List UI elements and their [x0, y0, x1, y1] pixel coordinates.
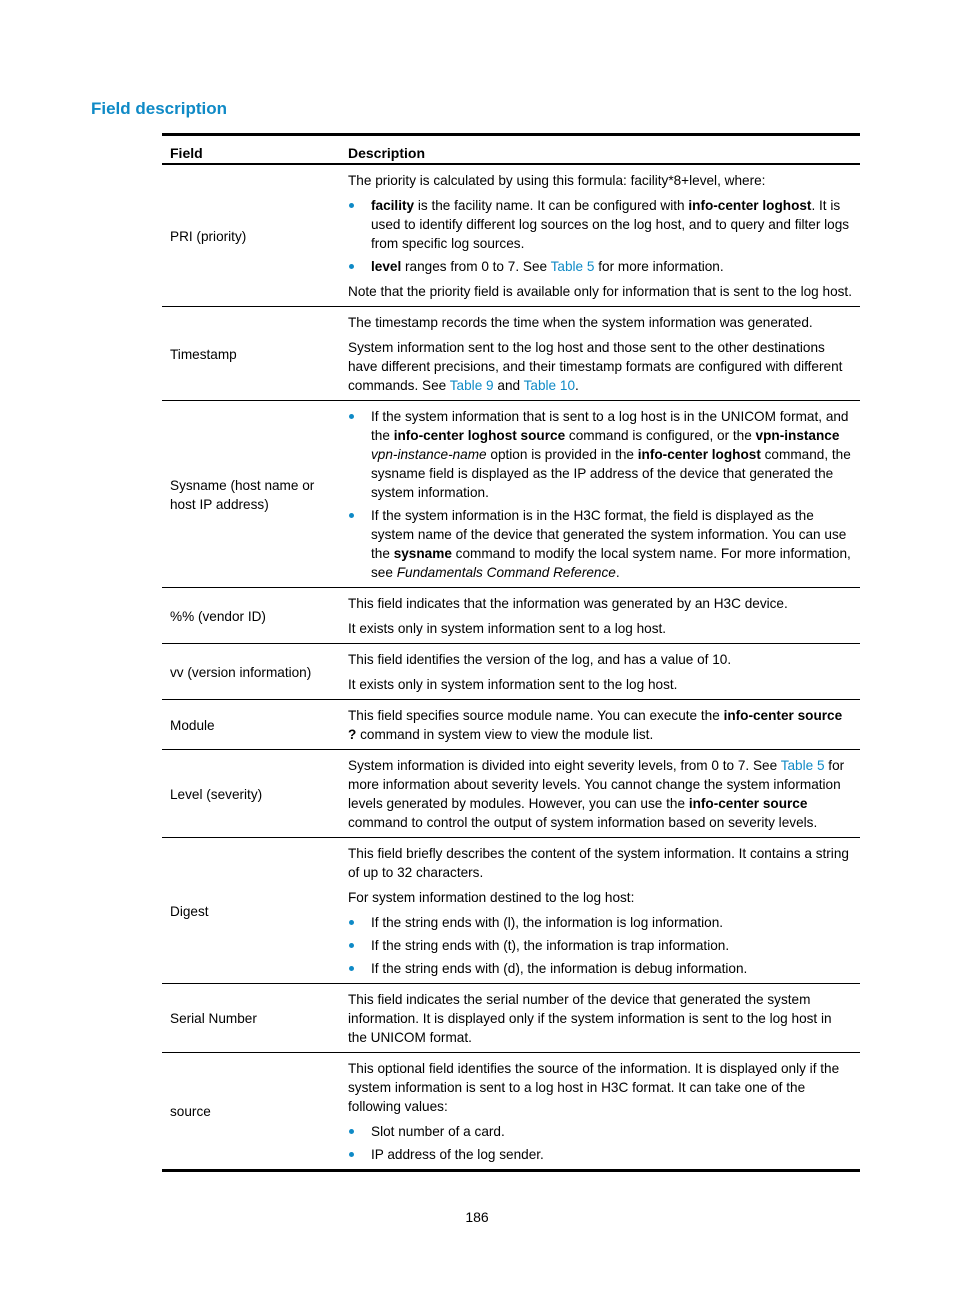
field-name: Level (severity) — [162, 750, 340, 838]
bullet-list — [348, 1122, 852, 1164]
field-description — [340, 838, 860, 984]
table-5-link[interactable]: Table 5 — [780, 758, 825, 773]
field-description — [340, 307, 860, 401]
description-paragraph: This field specifies source module name. You can execute the info-center source ? command in system view to view the module list. — [348, 708, 843, 742]
page-number: 186 — [465, 1209, 489, 1225]
description-paragraph: Note that the priority field is available only for information that is sent to the log host. — [348, 284, 852, 299]
bullet-list — [348, 407, 852, 582]
bullet-item: level ranges from 0 to 7. See Table 5 for more information. — [348, 257, 852, 276]
table-row — [162, 588, 860, 644]
bullet-item: IP address of the log sender. — [348, 1145, 852, 1164]
table-row — [162, 164, 860, 307]
bullet-item: If the system information is in the H3C format, the field is displayed as the system name of the device that generated the system information. You can use the sysname command to modify the local system name. For more information, see Fundamentals Command Reference. — [348, 506, 852, 582]
table-row — [162, 838, 860, 984]
field-description — [340, 750, 860, 838]
field-name: Timestamp — [162, 307, 340, 401]
field-description — [340, 984, 860, 1053]
field-description-table — [162, 133, 860, 1172]
description-paragraph: This field identifies the version of the log, and has a value of 10. — [348, 652, 732, 667]
bullet-item: facility is the facility name. It can be configured with info-center loghost. It is used to identify different log sources on the log host, and to query and filter logs from specific log sources. — [348, 196, 852, 253]
table-row — [162, 984, 860, 1053]
table-10-link[interactable]: Table 10 — [523, 378, 576, 393]
field-name: Serial Number — [162, 984, 340, 1053]
table-5-link[interactable]: Table 5 — [550, 259, 595, 274]
description-paragraph: This field briefly describes the content of the system information. It contains a string of up to 32 characters. — [348, 846, 849, 880]
field-name: Digest — [162, 838, 340, 984]
field-name: %% (vendor ID) — [162, 588, 340, 644]
description-paragraph: This field indicates that the information was generated by an H3C device. — [348, 596, 788, 611]
description-paragraph: System information is divided into eight severity levels, from 0 to 7. See Table 5 for more information about severity levels. You cannot change the system information levels generated by modules. However, you can use the info-center source command to control the output of system information based on severity levels. — [348, 758, 845, 830]
field-name: source — [162, 1053, 340, 1171]
table-header-row — [162, 135, 860, 165]
description-paragraph: The priority is calculated by using this formula: facility*8+level, where: — [348, 173, 766, 188]
description-paragraph: This optional field identifies the source of the information. It is displayed only if the system information is sent to a log host in H3C format. It can take one of the following values: — [348, 1061, 840, 1114]
field-name: Sysname (host name or host IP address) — [162, 401, 340, 588]
description-paragraph: It exists only in system information sent to the log host. — [348, 677, 678, 692]
description-paragraph: This field indicates the serial number of the device that generated the system information. It is displayed only if the system information is sent to the log host in the UNICOM format. — [348, 992, 832, 1045]
description-paragraph: System information sent to the log host and those sent to the other destinations have different precisions, and their timestamp formats are configured with different commands. See Table 9 and Table 10. — [348, 340, 843, 393]
table-row — [162, 700, 860, 750]
field-name: PRI (priority) — [170, 228, 247, 244]
bullet-item: If the string ends with (l), the information is log information. — [348, 913, 852, 932]
table-row — [162, 401, 860, 588]
description-paragraph: The timestamp records the time when the system information was generated. — [348, 315, 813, 330]
column-header-field: Field — [162, 135, 340, 165]
bullet-item: Slot number of a card. — [348, 1122, 852, 1141]
bullet-item: If the system information that is sent to a log host is in the UNICOM format, and the info-center loghost source command is configured, or the vpn-instance vpn-instance-name option is provided in the info-center loghost command, the sysname field is displayed as the IP address of the device that generated the system information. — [348, 407, 852, 502]
bullet-item: If the string ends with (d), the information is debug information. — [348, 959, 852, 978]
bullet-item: If the string ends with (t), the information is trap information. — [348, 936, 852, 955]
field-name: vv (version information) — [162, 644, 340, 700]
bullet-list — [348, 913, 852, 978]
description-paragraph: For system information destined to the log host: — [348, 890, 635, 905]
field-description — [340, 164, 860, 307]
section-heading: Field description — [91, 99, 228, 118]
field-name: Module — [162, 700, 340, 750]
table-row — [162, 307, 860, 401]
field-description — [340, 588, 860, 644]
field-description — [340, 401, 860, 588]
column-header-description: Description — [340, 135, 860, 165]
table-row — [162, 1053, 860, 1171]
field-description — [340, 1053, 860, 1171]
field-description — [340, 644, 860, 700]
table-9-link[interactable]: Table 9 — [449, 378, 494, 393]
table-row — [162, 750, 860, 838]
description-paragraph: It exists only in system information sent to a log host. — [348, 621, 667, 636]
table-row — [162, 644, 860, 700]
field-description — [340, 700, 860, 750]
bullet-list — [348, 196, 852, 276]
